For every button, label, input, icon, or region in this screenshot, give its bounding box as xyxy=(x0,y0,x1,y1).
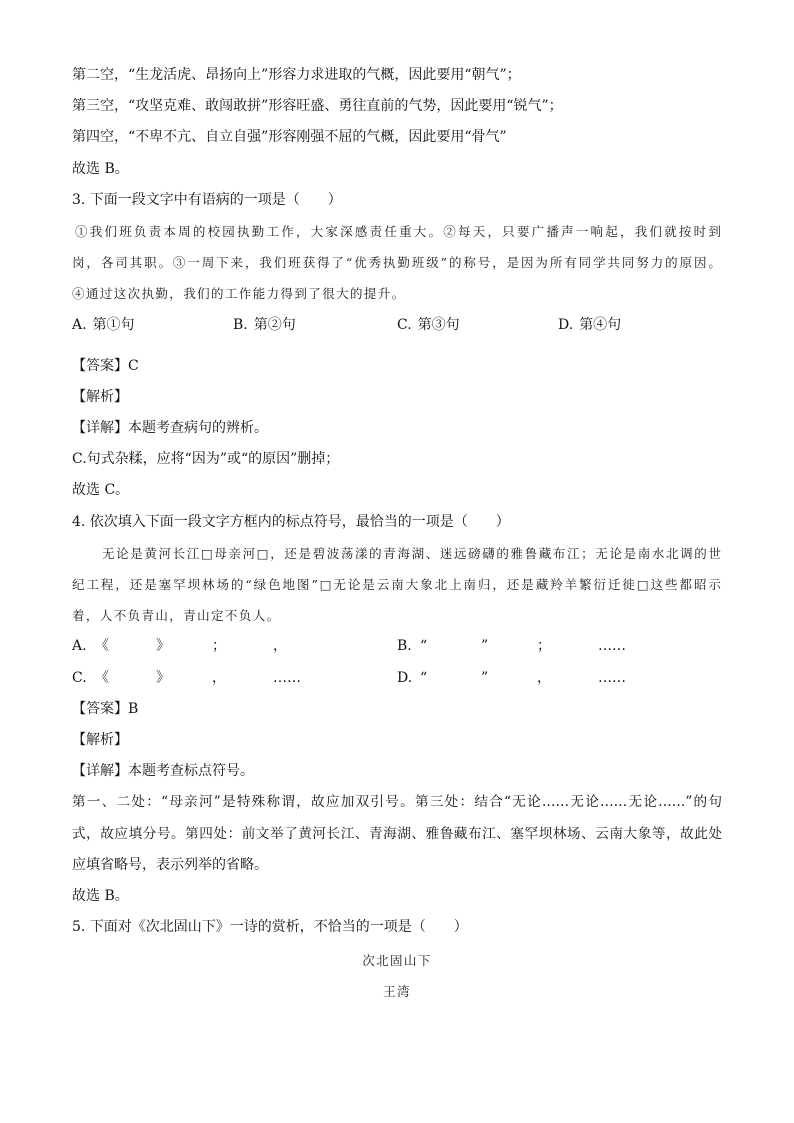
q2-explanation-line: 第四空，“不卑不亢、自立自强”形容刚强不屈的气概，因此要用“骨气” xyxy=(72,129,507,146)
q3-passage-line: 岗，各司其职。③一周下来，我们班获得了“优秀执勤班级”的称号，是因为所有同学共同努力的原因。 xyxy=(72,255,722,271)
q4-passage-line: 着，人不负青山，青山定不负人。 xyxy=(72,608,281,624)
option-letter: D. xyxy=(558,316,574,333)
q3-passage-line: ④通过这次执勤，我们的工作能力得到了很大的提升。 xyxy=(72,286,406,302)
q2-explanation-line: 第二空，“生龙活虎、昂扬向上”形容力求进取的气概，因此要用“朝气”； xyxy=(72,67,521,83)
q4-explanation-line: 第一、二处：“母亲河”是特殊称谓，故应加双引号。第三处：结合“无论……无论……无论……”的句 xyxy=(72,794,722,811)
q3-conclusion: 故选 C。 xyxy=(72,482,130,499)
q3-option-c xyxy=(397,310,460,341)
option-mark: …… xyxy=(273,669,301,686)
q3-option-b xyxy=(233,310,296,341)
q3-detail xyxy=(72,413,722,444)
q4-passage-line: 纪工程，还是塞罕坝林场的“绿色地图”□无论是云南大象北上南归，还是藏羚羊繁衍迁徙□这些都昭示 xyxy=(72,577,722,592)
option-mark: 》 xyxy=(156,669,170,686)
q3-analysis-heading: 【解析】 xyxy=(72,388,128,405)
option-mark: …… xyxy=(598,669,626,686)
answer-value: C xyxy=(128,357,139,374)
option-mark: 《 xyxy=(95,669,109,686)
option-mark: “ xyxy=(420,669,428,686)
q4-conclusion: 故选 B。 xyxy=(72,887,129,904)
detail-label: 【详解】 xyxy=(72,763,128,780)
option-letter: B. xyxy=(233,316,248,333)
q4-explanation-line: 式，故应填分号。第四处：前文举了黄河长江、青海湖、雅鲁藏布江、塞罕坝林场、云南大象等，故此处 xyxy=(72,825,722,842)
option-letter: C. xyxy=(72,669,87,686)
option-text: 第③句 xyxy=(417,316,460,333)
option-mark: ， xyxy=(273,638,287,655)
option-letter: B. xyxy=(397,638,412,655)
detail-text: 本题考查标点符号。 xyxy=(128,763,254,780)
option-mark: ” xyxy=(481,669,489,686)
q3-option-d xyxy=(558,310,621,341)
q5-stem: 5. 下面对《次北固山下》一诗的赏析，不恰当的一项是（ ） xyxy=(72,919,468,936)
q3-passage-line: ①我们班负责本周的校园执勤工作，大家深感责任重大。②每天，只要广播声一响起，我们就按时到 xyxy=(75,223,722,239)
q4-detail xyxy=(72,756,722,787)
option-mark: ； xyxy=(537,638,551,655)
q4-option-d xyxy=(397,663,657,694)
option-text: 第①句 xyxy=(92,316,135,333)
q4-options-row xyxy=(72,663,722,694)
option-mark: ” xyxy=(481,638,489,655)
q4-option-a xyxy=(72,631,332,662)
detail-text: 本题考查病句的辨析。 xyxy=(128,420,268,437)
detail-label: 【详解】 xyxy=(72,420,128,437)
option-mark: 《 xyxy=(95,638,109,655)
q4-explanation-line: 应填省略号，表示列举的省略。 xyxy=(72,856,268,873)
q4-answer xyxy=(72,694,722,725)
q3-options xyxy=(72,310,722,341)
option-letter: C. xyxy=(397,316,412,333)
option-letter: A. xyxy=(72,316,87,333)
q3-explanation-line: C.句式杂糅，应将“因为”或“的原因”删掉； xyxy=(72,451,340,468)
q4-option-c xyxy=(72,663,332,694)
option-letter: D. xyxy=(397,669,413,686)
answer-label: 【答案】 xyxy=(72,700,128,717)
q2-conclusion: 故选 B。 xyxy=(72,160,129,177)
option-text: 第④句 xyxy=(579,316,622,333)
option-mark: “ xyxy=(420,638,428,655)
option-mark: ， xyxy=(212,669,226,686)
q3-answer xyxy=(72,351,722,382)
option-letter: A. xyxy=(72,638,87,655)
q4-stem: 4. 依次填入下面一段文字方框内的标点符号，最恰当的一项是（ ） xyxy=(72,513,510,530)
q4-options-row xyxy=(72,631,722,662)
q3-option-a xyxy=(72,310,135,341)
option-text: 第②句 xyxy=(253,316,296,333)
q3-stem: 3. 下面一段文字中有语病的一项是（ ） xyxy=(72,191,342,208)
option-mark: ； xyxy=(212,638,226,655)
q4-passage-line: 无论是黄河长江□母亲河□，还是碧波荡漾的青海湖、迷远磅礴的雅鲁藏布江；无论是南水北调的世 xyxy=(102,545,722,561)
poem-author: 王湾 xyxy=(383,984,411,1000)
option-mark: 》 xyxy=(156,638,170,655)
answer-label: 【答案】 xyxy=(72,357,128,374)
option-mark: …… xyxy=(598,638,626,655)
answer-value: B xyxy=(128,700,139,717)
q4-analysis-heading: 【解析】 xyxy=(72,731,128,748)
document-page xyxy=(72,60,722,1008)
option-mark: ， xyxy=(537,669,551,686)
q2-explanation-line: 第三空，“攻坚克难、敢闯敢拼”形容旺盛、勇往直前的气势，因此要用“锐气”； xyxy=(72,98,563,115)
q4-option-b xyxy=(397,631,657,662)
poem-title: 次北固山下 xyxy=(362,953,432,969)
